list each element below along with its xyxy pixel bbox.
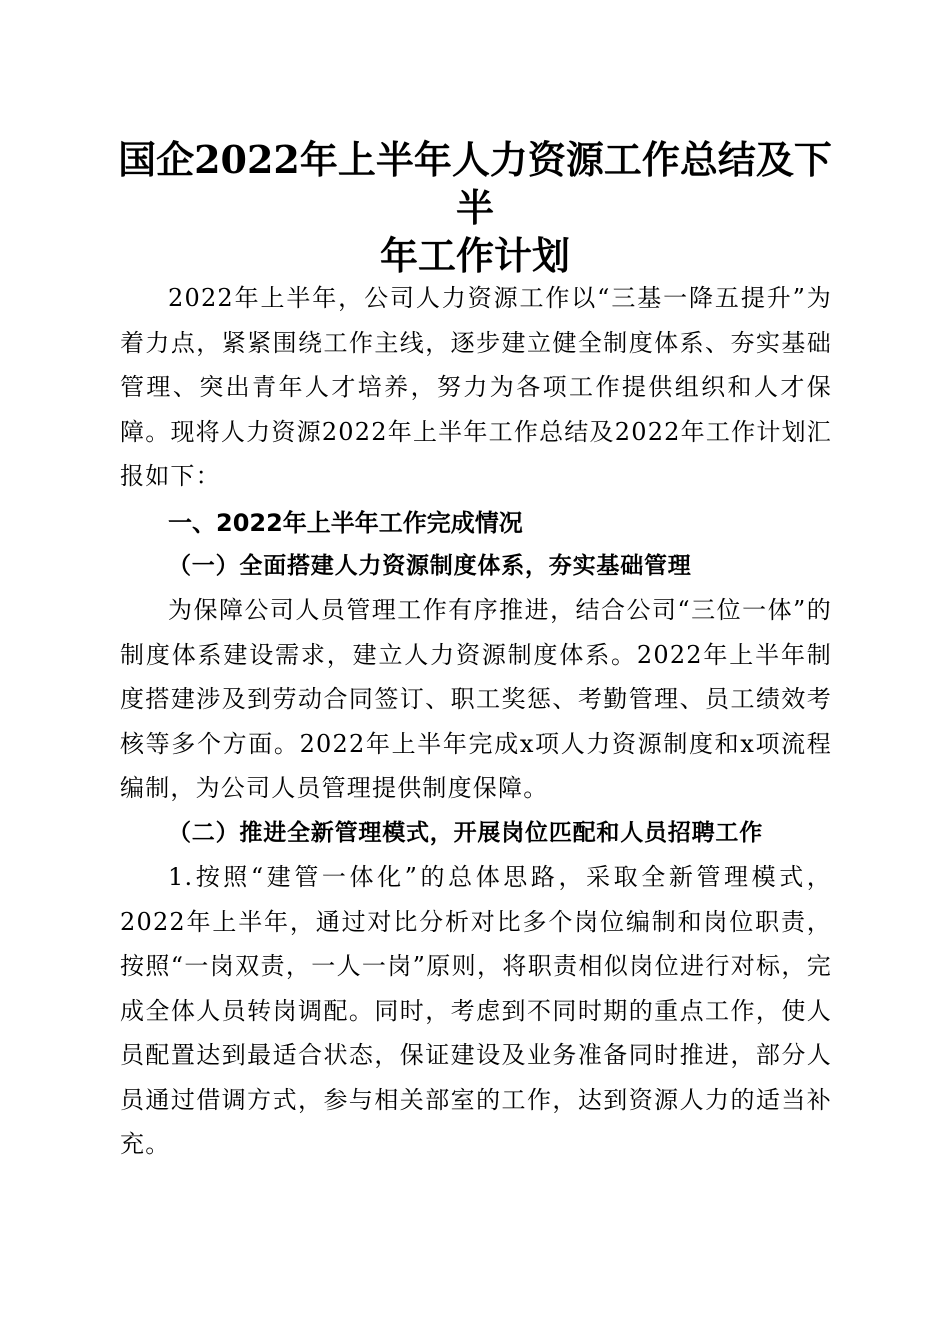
- subsection-2-item-1: 1.按照“建管一体化”的总体思路，采取全新管理模式，2022年上半年，通过对比分析对比多个岗位编制和岗位职责，按照“一岗双责，一人一岗”原则，将职责相似岗位进行对标，完成全体人员转岗调配。同时，考虑到不同时期的重点工作，使人员配置达到最适合状态，保证建设及业务准备同时推进，部分人员通过借调方式，参与相关部室的工作，达到资源人力的适当补充。: [120, 863, 832, 1158]
- section-heading-1: 一、2022年上半年工作完成情况: [168, 509, 523, 537]
- title-line-1: 国企2022年上半年人力资源工作总结及下半: [118, 137, 832, 230]
- document-title: [100, 136, 850, 280]
- title-line-2: 年工作计划: [379, 233, 570, 278]
- subsection-heading-2: （二）推进全新管理模式，开展岗位匹配和人员招聘工作: [168, 819, 763, 846]
- subsection-heading-1: （一）全面搭建人力资源制度体系，夯实基础管理: [168, 552, 692, 579]
- subsection-1-body: 为保障公司人员管理工作有序推进，结合公司“三位一体”的制度体系建设需求，建立人力资源制度体系。2022年上半年制度搭建涉及到劳动合同签订、职工奖惩、考勤管理、员工绩效考核等多个方面。2022年上半年完成x项人力资源制度和x项流程编制，为公司人员管理提供制度保障。: [120, 596, 832, 802]
- intro-paragraph: 2022年上半年，公司人力资源工作以“三基一降五提升”为着力点，紧紧围绕工作主线，逐步建立健全制度体系、夯实基础管理、突出青年人才培养，努力为各项工作提供组织和人才保障。现将人力资源2022年上半年工作总结及2022年工作计划汇报如下：: [120, 284, 832, 490]
